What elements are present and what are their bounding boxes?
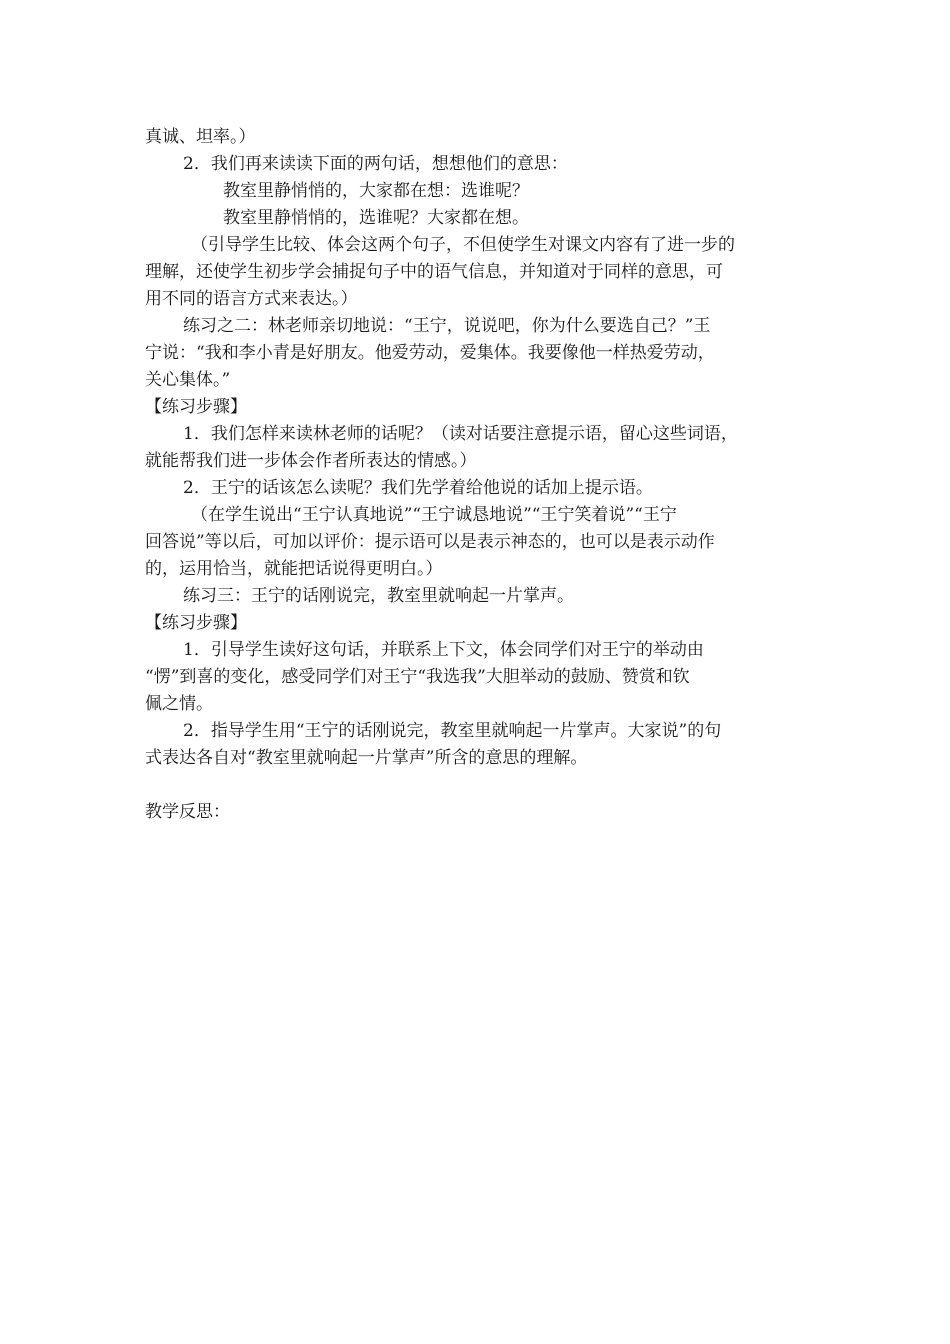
text-line: 练习三：王宁的话刚说完，教室里就响起一片掌声。 [183,586,574,606]
blank-line [145,772,810,799]
text-line: “愣”到喜的变化，感受同学们对王宁“我选我”大胆举动的鼓励、赞赏和钦 [145,667,690,687]
text-line: 宁说：“我和李小青是好朋友。他爱劳动，爱集体。我要像他一样热爱劳动， [145,343,715,363]
text-line: 的，运用恰当，就能把话说得更明白。） [145,559,443,579]
example-sentence: 教室里静悄悄的，选谁呢？大家都在想。 [223,208,529,228]
text-line: 佩之情。 [145,694,213,714]
text-line: 关心集体。” [145,370,231,390]
section-heading: 【练习步骤】 [145,397,247,417]
text-line: 回答说”等以后，可加以评价：提示语可以是表示神态的，也可以是表示动作 [145,532,715,552]
text-line: 理解，还使学生初步学会捕捉句子中的语气信息，并知道对于同样的意思，可 [145,262,723,282]
text-line: （在学生说出“王宁认真地说”“王宁诚恳地说”“王宁笑着说”“王宁 [191,505,677,525]
text-line: 真诚、坦率。） [145,127,256,147]
text-line: 式表达各自对“教室里就响起一片掌声”所含的意思的理解。 [145,748,588,768]
reflection-heading: 教学反思： [145,802,230,822]
text-line: 用不同的语言方式来表达。） [145,289,358,309]
text-line: 1．我们怎样来读林老师的话呢？（读对话要注意提示语，留心这些词语， [183,424,738,444]
section-heading: 【练习步骤】 [145,613,247,633]
text-line: 1．引导学生读好这句话，并联系上下文，体会同学们对王宁的举动由 [183,640,704,660]
text-line: （引导学生比较、体会这两个句子，不但使学生对课文内容有了进一步的 [191,235,735,255]
text-line: 2．王宁的话该怎么读呢？我们先学着给他说的话加上提示语。 [183,478,653,498]
document-body [145,124,810,826]
text-line: 2．我们再来读读下面的两句话，想想他们的意思： [183,154,568,174]
text-line: 就能帮我们进一步体会作者所表达的情感。） [145,451,477,471]
text-line: 练习之二：林老师亲切地说：“王宁，说说吧，你为什么要选自己？”王 [183,316,711,336]
text-line: 2．指导学生用“王宁的话刚说完，教室里就响起一片掌声。大家说”的句 [183,721,722,741]
example-sentence: 教室里静悄悄的，大家都在想：选谁呢？ [223,181,529,201]
